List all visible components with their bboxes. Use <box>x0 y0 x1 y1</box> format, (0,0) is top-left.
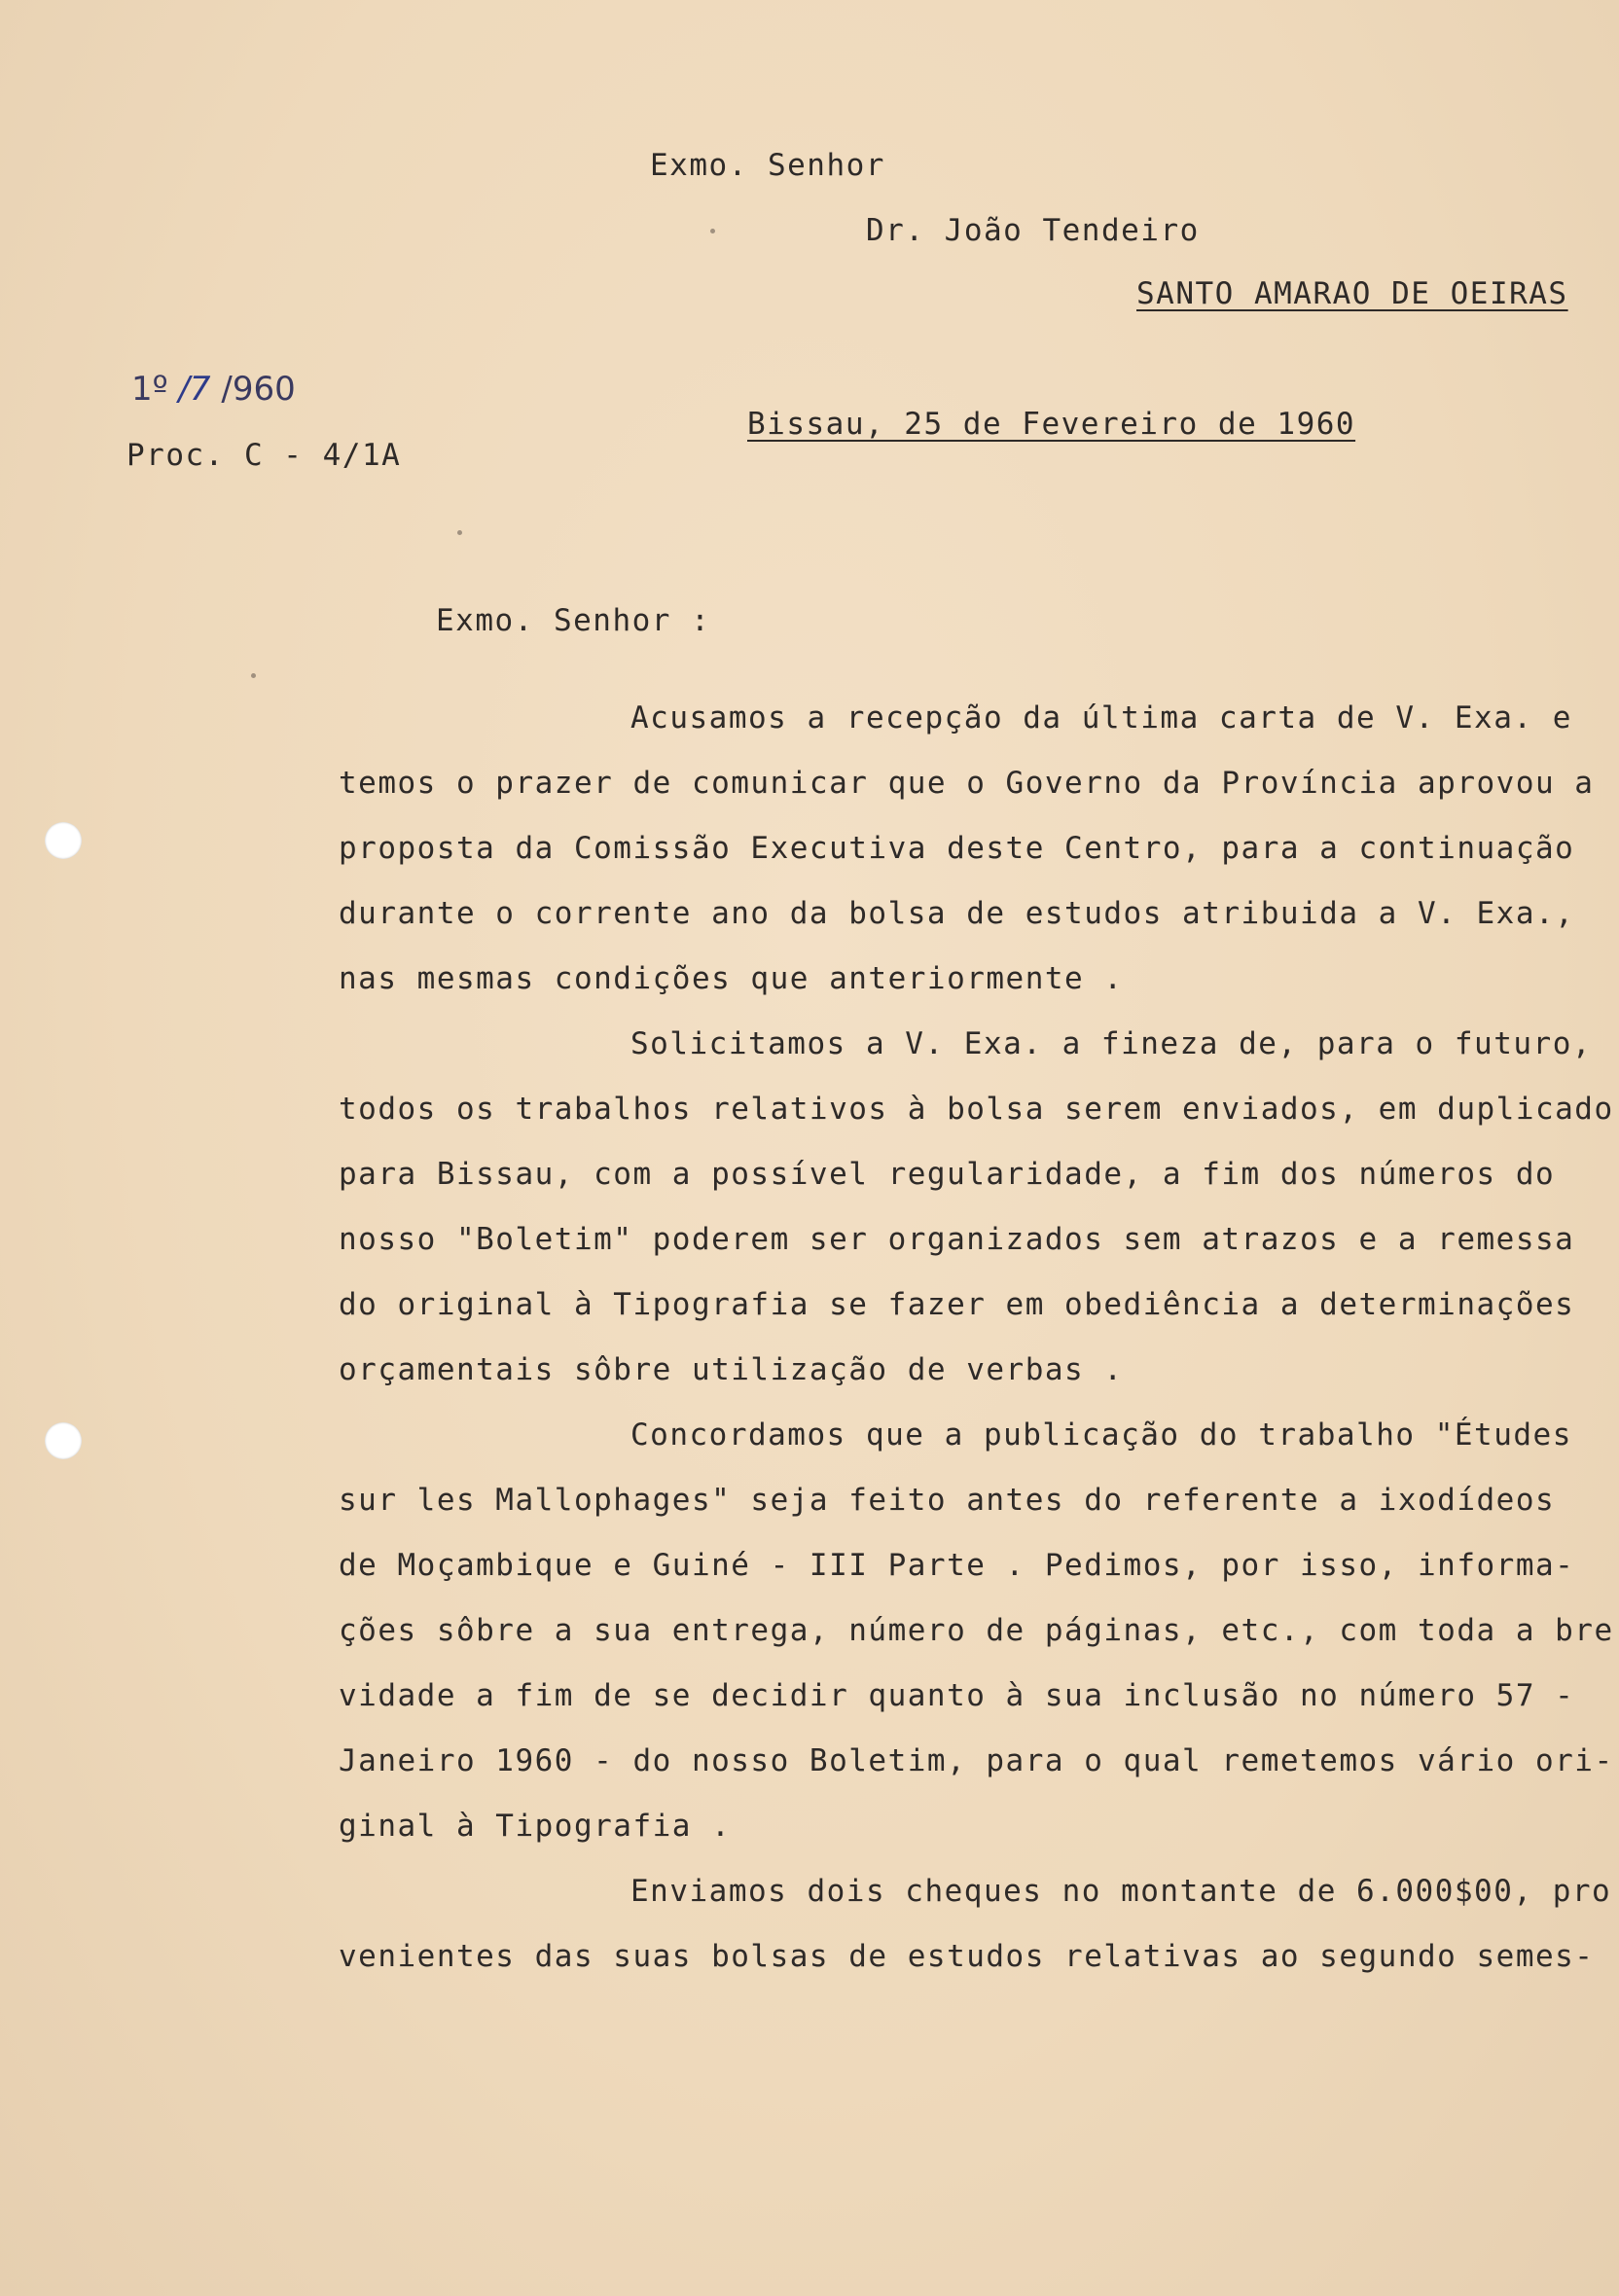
body-line-16: vidade a fim de se decidir quanto à sua inclusão no número 57 - <box>339 1678 1575 1713</box>
ink-speck <box>710 229 715 233</box>
body-line-3: proposta da Comissão Executiva deste Centro, para a continuação <box>339 831 1575 866</box>
body-line-2: temos o prazer de comunicar que o Governo da Província aprovou a <box>339 766 1595 801</box>
place-date: Bissau, 25 de Fevereiro de 1960 <box>747 407 1356 442</box>
address-line-2: Dr. João Tendeiro <box>866 213 1200 248</box>
salutation: Exmo. Senhor : <box>436 603 711 638</box>
body-line-7: todos os trabalhos relativos à bolsa serem enviados, em duplicado <box>339 1092 1614 1127</box>
ink-speck <box>251 673 256 678</box>
handwritten-date-note <box>131 370 296 409</box>
body-line-15: ções sôbre a sua entrega, número de páginas, etc., com toda a bre <box>339 1613 1614 1648</box>
body-line-8: para Bissau, com a possível regularidade, a fim dos números do <box>339 1157 1556 1192</box>
body-line-6: Solicitamos a V. Exa. a fineza de, para o futuro, <box>630 1026 1593 1061</box>
body-line-5: nas mesmas condições que anteriormente . <box>339 961 1124 996</box>
body-line-18: ginal à Tipografia . <box>339 1809 732 1844</box>
body-line-4: durante o corrente ano da bolsa de estudos atribuida a V. Exa., <box>339 896 1575 931</box>
body-line-11: orçamentais sôbre utilização de verbas . <box>339 1352 1124 1387</box>
body-line-17: Janeiro 1960 - do nosso Boletim, para o qual remetemos vário ori- <box>339 1743 1614 1778</box>
handwritten-date-mark: /7 <box>178 370 211 409</box>
process-reference: Proc. C - 4/1A <box>126 438 402 473</box>
body-line-20: venientes das suas bolsas de estudos relativas ao segundo semes- <box>339 1939 1595 1974</box>
address-line-3: SANTO AMARAO DE OEIRAS <box>1136 276 1568 311</box>
ink-speck <box>457 530 462 535</box>
address-line-1: Exmo. Senhor <box>650 148 885 183</box>
body-line-19: Enviamos dois cheques no montante de 6.000$00, pro <box>630 1874 1612 1909</box>
body-line-1: Acusamos a recepção da última carta de V. Exa. e <box>630 700 1572 735</box>
body-line-12: Concordamos que a publicação do trabalho "Études <box>630 1417 1572 1453</box>
body-line-9: nosso "Boletim" poderem ser organizados sem atrazos e a remessa <box>339 1222 1575 1257</box>
body-line-13: sur les Mallophages" seja feito antes do referente a ixodídeos <box>339 1483 1556 1518</box>
handwritten-date-suffix: /960 <box>210 370 296 409</box>
body-line-14: de Moçambique e Guiné - III Parte . Pedimos, por isso, informa- <box>339 1548 1575 1583</box>
handwritten-date-prefix: 1º <box>131 370 168 409</box>
body-line-10: do original à Tipografia se fazer em obediência a determinações <box>339 1287 1575 1322</box>
punch-hole-bottom <box>45 1422 82 1459</box>
punch-hole-top <box>45 822 82 859</box>
